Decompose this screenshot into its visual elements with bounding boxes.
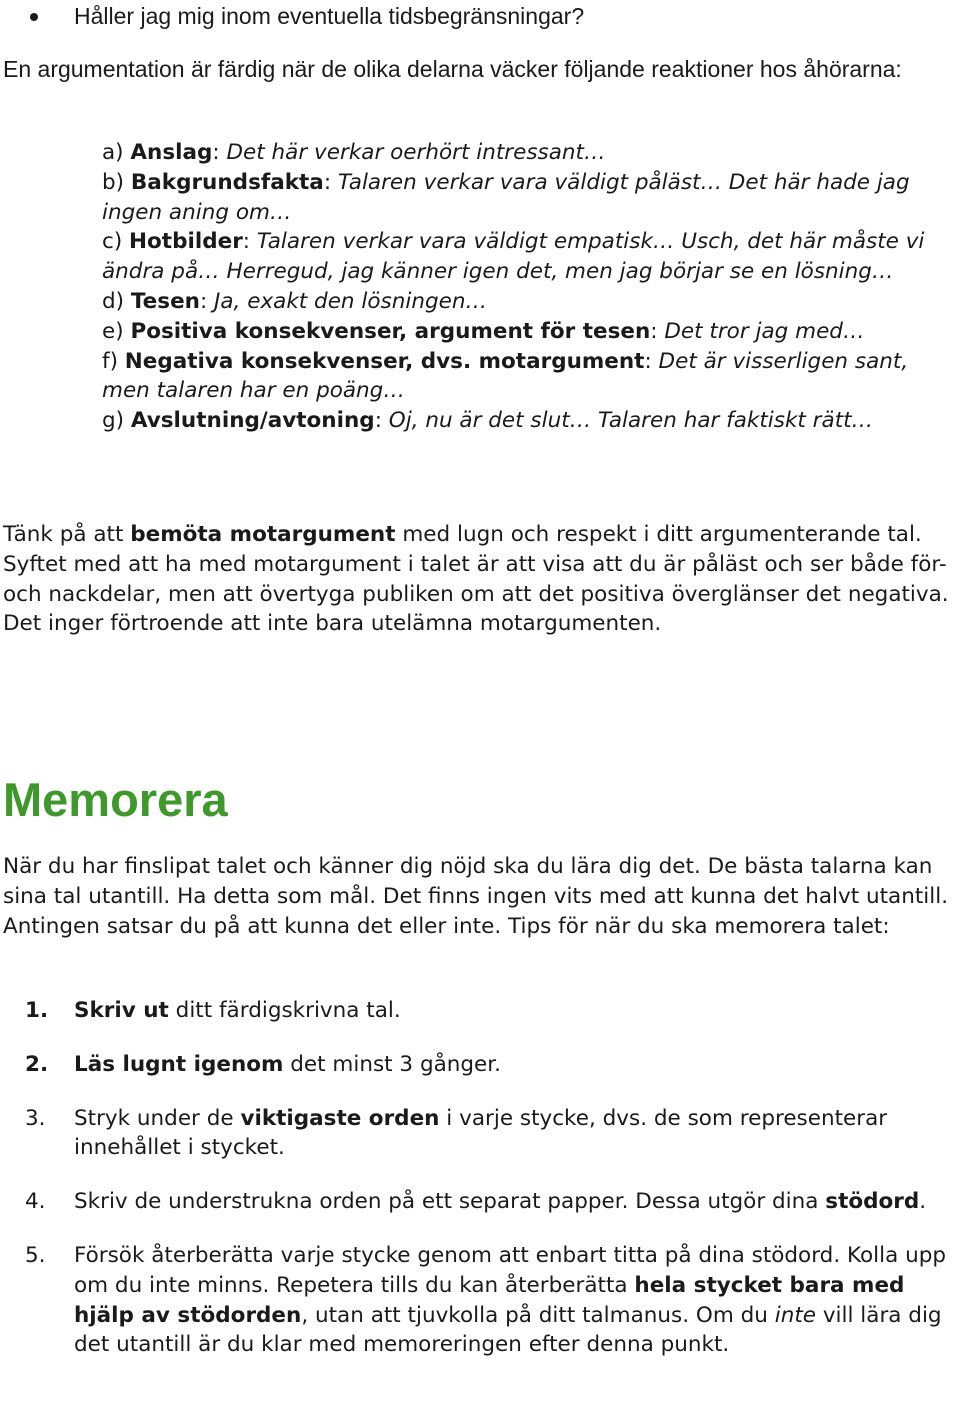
- reaction-text: Det tror jag med…: [664, 318, 865, 344]
- reaction-term: Tesen: [130, 288, 200, 314]
- step-number: 4.: [25, 1189, 46, 1215]
- section-heading-memorera: Memorera: [3, 773, 228, 826]
- intro-paragraph: En argumentation är färdig när de olika delarna väcker följande reaktioner hos åhörarna:: [3, 56, 902, 82]
- step-text: Försök återberätta varje stycke genom att enbart titta på dina stödord. Kolla upp om du inte minns. Repetera tills du kan återberätta hela stycket bara med hjälp av stödorden, utan att tjuvkolla på ditt talmanus. Om du inte vill lära dig det utantill är du klar med memoreringen efter denna punkt.: [74, 1242, 947, 1358]
- emphasis-text: bemöta motargument: [130, 522, 396, 547]
- reaction-term: Hotbilder: [129, 229, 243, 255]
- step-item-2: [0, 1050, 960, 1080]
- reaction-term: Anslag: [130, 140, 213, 165]
- bullet-dot: [30, 13, 38, 21]
- reaction-term: Negativa konsekvenser, dvs. motargument: [124, 348, 645, 374]
- step-number: 2.: [25, 1051, 49, 1077]
- reaction-text: Det här verkar oerhört intressant…: [226, 140, 606, 165]
- reaction-list: [102, 138, 958, 436]
- step-number: 5.: [25, 1242, 46, 1268]
- step-item-1: [0, 996, 960, 1026]
- reaction-item-a: a) Anslag: Det här verkar oerhört intressant…: [102, 140, 606, 165]
- reaction-text: Talaren verkar vara väldigt påläst… Det här hade jag ingen aning om…: [102, 169, 910, 225]
- reaction-text: Ja, exakt den lösningen…: [214, 288, 487, 314]
- bullet-list-item: [0, 0, 960, 32]
- reaction-term: Avslutning/avtoning: [130, 408, 375, 434]
- step-text: Läs lugnt igenom det minst 3 gånger.: [74, 1051, 501, 1077]
- step-number: 1.: [25, 998, 49, 1023]
- step-item-5: [0, 1241, 960, 1360]
- reaction-term: Positiva konsekvenser, argument för tesen: [130, 318, 651, 344]
- reaction-item-f: f) Negativa konsekvenser, dvs. motargument: Det är visserligen sant, men talaren har en poäng…: [102, 348, 909, 404]
- step-text: Skriv de understrukna orden på ett separat papper. Dessa utgör dina stödord.: [74, 1189, 927, 1215]
- bullet-text: Håller jag mig inom eventuella tidsbegränsningar?: [74, 3, 585, 29]
- reaction-text: Oj, nu är det slut… Talaren har faktiskt rätt…: [388, 408, 874, 434]
- step-item-3: [0, 1104, 960, 1164]
- motargument-paragraph: Tänk på att bemöta motargument med lugn och respekt i ditt argumenterande tal. Syftet med att ha med motargument i talet är att visa att du är påläst och ser både för- och nackdelar, men att övertyga publiken om att det positiva överglänser det negativa. Det inger förtroende att inte bara utelämna motargumenten.: [3, 522, 949, 637]
- reaction-item-c: c) Hotbilder: Talaren verkar vara väldigt empatisk… Usch, det här måste vi ändra på… Herregud, jag känner igen det, men jag börjar se en lösning…: [102, 229, 925, 285]
- reaction-item-b: b) Bakgrundsfakta: Talaren verkar vara väldigt påläst… Det här hade jag ingen aning om…: [102, 169, 910, 225]
- step-number: 3.: [25, 1105, 46, 1131]
- reaction-text: Talaren verkar vara väldigt empatisk… Usch, det här måste vi ändra på… Herregud, jag känner igen det, men jag börjar se en lösning…: [102, 229, 925, 285]
- step-item-4: [0, 1187, 960, 1217]
- reaction-item-d: d) Tesen: Ja, exakt den lösningen…: [102, 288, 487, 314]
- memorize-steps-list: [0, 996, 960, 1360]
- reaction-item-e: e) Positiva konsekvenser, argument för tesen: Det tror jag med…: [102, 318, 865, 344]
- reaction-text: Det är visserligen sant, men talaren har en poäng…: [102, 348, 909, 404]
- step-text: Skriv ut ditt färdigskrivna tal.: [74, 998, 401, 1023]
- step-text: Stryk under de viktigaste orden i varje stycke, dvs. de som representerar innehållet i stycket.: [74, 1105, 888, 1161]
- reaction-item-g: g) Avslutning/avtoning: Oj, nu är det slut… Talaren har faktiskt rätt…: [102, 408, 874, 434]
- memorera-intro-paragraph: När du har finslipat talet och känner dig nöjd ska du lära dig det. De bästa talarna kan sina tal utantill. Ha detta som mål. Det finns ingen vits med att kunna det halvt utantill. Antingen satsar du på att kunna det eller inte. Tips för när du ska memorera talet:: [3, 854, 949, 939]
- reaction-term: Bakgrundsfakta: [130, 169, 324, 195]
